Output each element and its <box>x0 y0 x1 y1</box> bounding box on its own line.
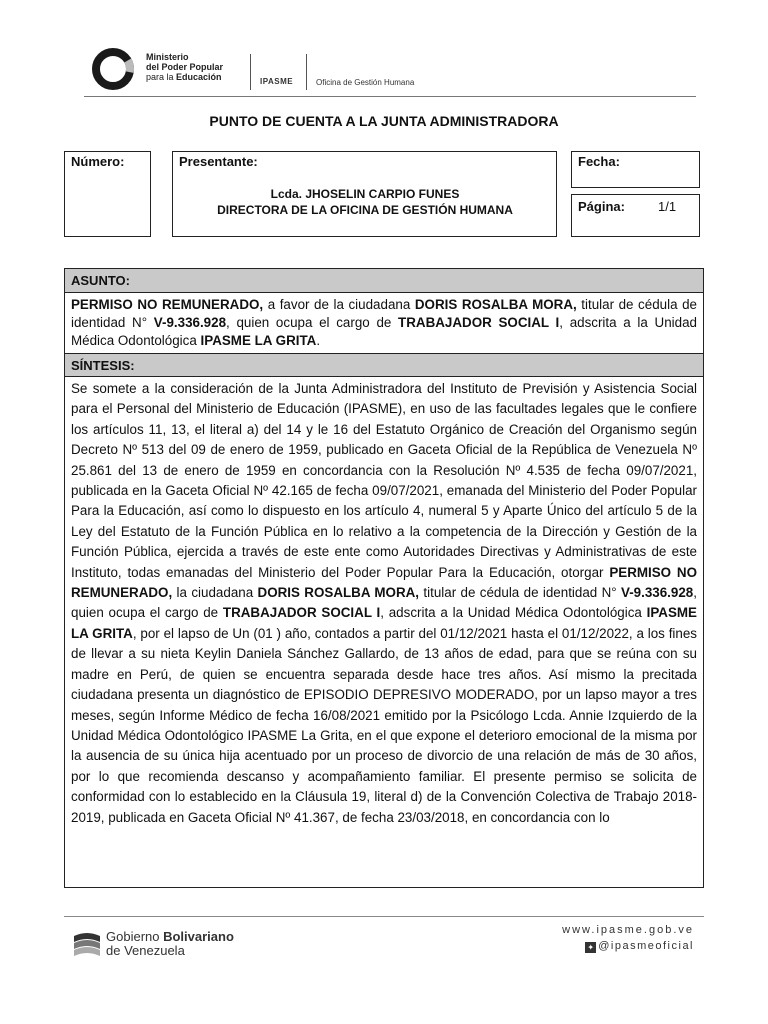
asunto-t9: IPASME LA GRITA <box>200 333 317 348</box>
asunto-t7: TRABAJADOR SOCIAL I <box>398 315 560 330</box>
footer-rule <box>64 916 704 917</box>
sintesis-p1: Se somete a la consideración de la Junta Administradora del Instituto de Previsión y Asistencia Social para el Personal del Ministerio de Educación (IPASME), en uso de las facultades legales que le confiere los artículos 11, 13, el literal a) del 14 y le 16 del Estatuto Orgánico de Creación del Organismo según Decreto Nº 513 del 09 de enero de 1959, publicado en Gaceta Oficial de la República de Venezuela Nº 25.861 del 13 de enero de 1959 en concordancia con la Resolución Nº 4.535 de fecha 09/07/2021, publicada en la Gaceta Oficial Nº 42.165 de fecha 09/07/2021, emanada del Ministerio del Poder Popular Para la Educación, así como lo dispuesto en los artículo 4, numeral 5 y Aparte Único del artículo 5 de la Ley del Estatuto de la Función Pública en lo relativo a la competencia de la Dirección y Gestión de la Función Pública, ejercida a través de este ente como Autoridades Directivas y Administrativas de este Instituto, todas emanadas del Ministerio del Poder Popular Para la Educación, otorgar <box>71 381 697 580</box>
numero-cell <box>64 151 151 237</box>
asunto-header: ASUNTO: <box>65 269 703 293</box>
ipasme-label: IPASME <box>260 77 294 86</box>
sintesis-header: SÍNTESIS: <box>65 353 703 377</box>
twitter-icon: ✦ <box>585 942 596 953</box>
sintesis-b4: TRABAJADOR SOCIAL I <box>222 605 381 621</box>
office-label: Oficina de Gestión Humana <box>316 78 415 87</box>
gov-line-1 <box>106 930 234 944</box>
content-box <box>64 268 704 888</box>
asunto-t8: , adscrita a la Unidad Médica Odontológica <box>71 315 697 348</box>
presentante-label: Presentante: <box>179 154 258 169</box>
ministry-logo-icon <box>90 46 136 92</box>
social-handle[interactable] <box>585 940 694 953</box>
header-divider-2 <box>306 54 307 90</box>
gov-line-1b: Bolivariano <box>163 929 234 944</box>
sintesis-p4: , quien ocupa el cargo de <box>71 585 697 621</box>
sintesis-p6: , por el lapso de Un (01 ) año, contados a partir del 01/12/2021 hasta el 01/12/2022, a los fines de llevar a su nieta Keylin Daniela Sánchez Gallardo, de 13 años de edad, para que se reúna con su madre en Perú, de quien se encuentra separada desde hace tres años. Así mismo la precitada ciudadana presenta un diagnóstico de EPISODIO DEPRESIVO MODERADO, por un lapso mayor a tres meses, según Informe Médico de fecha 16/08/2021 emitido por la Psicólogo Lcda. Annie Izquierdo de la Unidad Médica Odontológico IPASME La Grita, en el que expone el deterioro emocional de la misma por la ausencia de su única hija acentuado por un proceso de divorcio de una relación de más de 30 años, por lo que recomienda descanso y acompañamiento familiar. El presente permiso se solicita de conformidad con lo establecido en la Cláusula 19, literal d) de la Convención Colectiva de Trabajo 2018-2019, publicada en Gaceta Oficial Nº 41.367, de fecha 23/03/2018, en concordancia con lo <box>71 625 697 825</box>
ministry-line-2: del Poder Popular <box>146 62 224 72</box>
numero-label: Número: <box>71 154 125 169</box>
sintesis-p3: titular de cédula de identidad N° <box>419 585 622 601</box>
fecha-label: Fecha: <box>578 154 620 169</box>
page-header <box>84 44 696 100</box>
presenter-block <box>174 186 556 218</box>
asunto-text <box>65 293 703 353</box>
sintesis-b5: IPASME LA GRITA <box>71 605 697 641</box>
asunto-t1: PERMISO NO REMUNERADO, <box>71 297 264 312</box>
presenter-role: DIRECTORA DE LA OFICINA DE GESTIÓN HUMANA <box>217 203 513 217</box>
ministry-line-3a: para la <box>146 72 177 82</box>
ministry-line-1: Ministerio <box>146 52 189 62</box>
presenter-name: Lcda. JHOSELIN CARPIO FUNES <box>270 187 460 201</box>
website-link[interactable]: www.ipasme.gob.ve <box>562 924 694 936</box>
gov-line-2: de Venezuela <box>106 943 185 958</box>
government-logo <box>72 928 272 962</box>
asunto-t4: titular de cédula de identidad N° <box>71 297 697 330</box>
pagina-cell <box>571 194 700 237</box>
asunto-t6: , quien ocupa el cargo de <box>226 315 399 330</box>
social-handle-text: @ipasmeoficial <box>598 940 694 952</box>
sintesis-b1: PERMISO NO REMUNERADO, <box>71 564 698 601</box>
ministry-name <box>146 52 223 82</box>
asunto-t3: DORIS ROSALBA MORA, <box>414 297 577 312</box>
gov-line-1a: Gobierno <box>106 929 164 944</box>
header-divider <box>250 54 251 90</box>
sintesis-b3: V-9.336.928 <box>621 585 694 601</box>
asunto-t5: V-9.336.928 <box>153 315 227 330</box>
fecha-cell <box>571 151 700 188</box>
asunto-t2: a favor de la ciudadana <box>263 297 415 312</box>
pagina-value: 1/1 <box>658 199 677 214</box>
header-rule <box>84 96 696 97</box>
sintesis-p5: , adscrita a la Unidad Médica Odontológica <box>380 605 647 621</box>
government-name <box>106 930 234 958</box>
document-title: PUNTO DE CUENTA A LA JUNTA ADMINISTRADORA <box>209 113 559 129</box>
ministry-line-3b: Educación <box>176 72 222 82</box>
pagina-label: Página: <box>578 199 625 214</box>
sintesis-p2: la ciudadana <box>172 585 258 601</box>
ministry-line-3 <box>146 72 223 82</box>
flag-icon <box>72 928 102 958</box>
asunto-t10: . <box>316 333 321 348</box>
sintesis-text <box>65 377 703 828</box>
sintesis-b2: DORIS ROSALBA MORA, <box>257 585 420 601</box>
